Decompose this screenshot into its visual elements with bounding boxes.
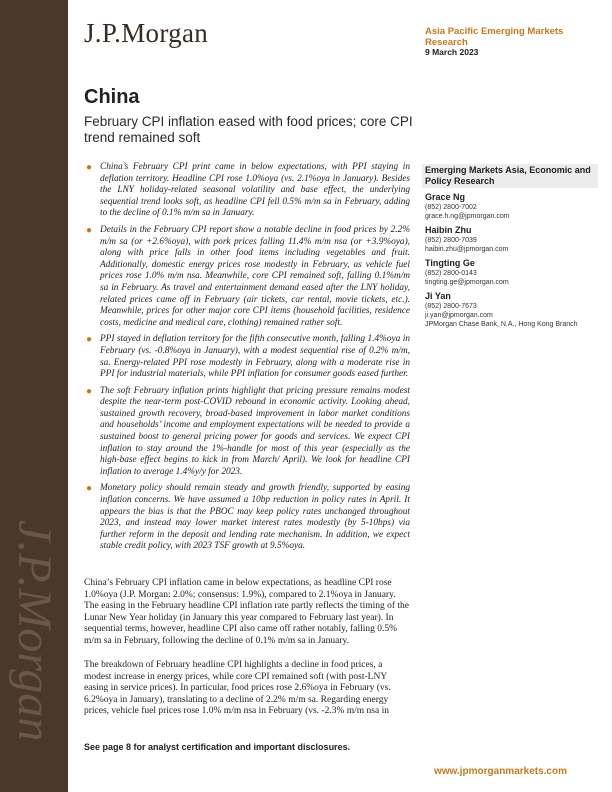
- bullet-text: Details in the February CPI report show a notable decline in food prices by 2.2% m/m sa (or +2.6%oya), with pork prices falling 11.4% m/m nsa (or +3.9%oya), along with price falls in other food items including vegetables and fruit. Additionally, domestic energy prices rose modestly in February, as vehicle fuel prices rose 1.0% m/m nsa. Meanwhile, core CPI remained soft, falling 0.1%m/m sa in February. As travel and entertainment demand eased after the LNY holiday, related prices came off in February (air tickets, car rental, movie tickets, etc.). Meanwhile, prices for other major core CPI items (household facilities, residence costs, medicine and medical care, clothing) remained rather soft.: [100, 224, 410, 328]
- page-title: China: [84, 86, 140, 108]
- bullet-icon: ●: [86, 483, 93, 495]
- analyst-card: [422, 225, 598, 254]
- bullet-text: China’s February CPI print came in below expectations, with PPI staying in deflation territory. Headline CPI rose 1.0%oya (vs. 2.1%oya in January). Besides the LNY holiday-related seasonal volatility and base effect, the underlying sequential trend looks soft, as headline CPI fell 0.5% m/m sa in February, adding to the decline of 0.1% m/m sa in January.: [100, 162, 410, 219]
- website-link[interactable]: www.jpmorganmarkets.com: [434, 766, 567, 777]
- headline: February CPI inflation eased with food prices; core CPI trend remained soft: [84, 114, 413, 145]
- list-item: [84, 386, 410, 479]
- analyst-phone: (852) 2800-7002: [425, 204, 477, 211]
- analyst-card: [422, 192, 598, 221]
- bullet-icon: ●: [86, 334, 93, 346]
- sidebar-watermark: J.P.Morgan: [8, 520, 61, 742]
- analyst-name: Grace Ng: [425, 192, 466, 202]
- analyst-phone: (852) 2800-0143: [425, 270, 477, 277]
- list-item: [84, 225, 410, 329]
- brand-sidebar: [0, 0, 68, 792]
- analyst-name: Tingting Ge: [425, 258, 475, 268]
- analyst-email[interactable]: haibin.zhu@jpmorgan.com: [425, 246, 509, 253]
- bullet-icon: ●: [86, 385, 93, 397]
- panel-header: Emerging Markets Asia, Economic and Policy Research: [422, 164, 598, 188]
- analyst-panel: [422, 164, 598, 329]
- analyst-card: [422, 258, 598, 287]
- bullet-icon: ●: [86, 162, 93, 173]
- report-date: 9 March 2023: [425, 47, 479, 57]
- analyst-email[interactable]: tingting.ge@jpmorgan.com: [425, 279, 509, 286]
- analyst-name: Ji Yan: [425, 291, 451, 301]
- analyst-entity: JPMorgan Chase Bank, N.A., Hong Kong Branch: [425, 321, 578, 328]
- bullet-text: The soft February inflation prints highlight that pricing pressure remains modest despite the near-term post-COVID rebound in economic activity. Looking ahead, sustained growth recovery, broad-based improvement in labor market conditions and households’ income and employment expectations will be needed to provide a sustained boost to general pricing power for goods and services. We expect CPI inflation to stay around the 1%-handle for most of this year (especially as the high-base effect begins to kick in from March/ April). We look for headline CPI inflation to average 1.4%y/y for 2023.: [100, 385, 410, 477]
- analyst-email[interactable]: grace.h.ng@jpmorgan.com: [425, 213, 510, 220]
- report-series: Asia Pacific Emerging Markets Research: [425, 26, 564, 48]
- disclosure-note: See page 8 for analyst certification and important disclosures.: [84, 742, 351, 752]
- analyst-phone: (852) 2800-7673: [425, 303, 477, 310]
- bullet-text: PPI stayed in deflation territory for the fifth consecutive month, falling 1.4%oya in February (vs. -0.8%oya in January), with a modest sequential rise of 0.2% m/m, sa. Energy-related PPI rose modestly in February, along with a moderate rise in PPI for industrial materials, while PPI inflation for consumer goods eased further.: [100, 334, 410, 380]
- analyst-name: Haibin Zhu: [425, 225, 472, 235]
- body-paragraph-2: The breakdown of February headline CPI highlights a decline in food prices, a modest increase in energy prices, while core CPI remained soft (with post-LNY easing in service prices). In particular, food prices rose 2.6%oya in February (vs. 6.2%oya in January), translating to a decline of 2.2% m/m sa. Regarding energy prices, vehicle fuel prices rose 1.0% m/m nsa in February (vs. -2.3% m/m nsa in: [84, 660, 391, 716]
- list-item: [84, 334, 410, 380]
- analyst-card: [422, 291, 598, 329]
- bullet-icon: ●: [86, 224, 93, 236]
- body-paragraph-1: China’s February CPI inflation came in below expectations, as headline CPI rose 1.0%oya (J.P. Morgan: 2.0%; consensus: 1.9%), compared to 2.1%oya in January. The easing in the February headline CPI inflation rate partly reflects the timing of the Lunar New Year holiday (in January this year compared to February last year). In sequential terms, however, headline CPI also came off rather notably, falling 0.5% m/m sa in February, following the decline of 0.1% m/m sa in January.: [84, 578, 410, 646]
- analyst-phone: (852) 2800-7039: [425, 237, 477, 244]
- summary-bullets: [84, 162, 410, 558]
- list-item: [84, 483, 410, 553]
- list-item: [84, 162, 410, 220]
- bullet-text: Monetary policy should remain steady and growth friendly, supported by easing inflation concerns. We have assumed a 10bp reduction in policy rates in April. It appears the bias is that the PBOC may keep policy rates unchanged throughout 2023, and instead may lower market interest rates modestly (by 5-10bps) via further reform in the deposit and lending rate mechanism. In addition, we expect stable credit policy, with 2023 TSF growth at 9.5%oya.: [100, 483, 410, 552]
- analyst-email[interactable]: ji.yan@jpmorgan.com: [425, 312, 493, 319]
- jpmorgan-logo: J.P.Morgan: [84, 18, 209, 48]
